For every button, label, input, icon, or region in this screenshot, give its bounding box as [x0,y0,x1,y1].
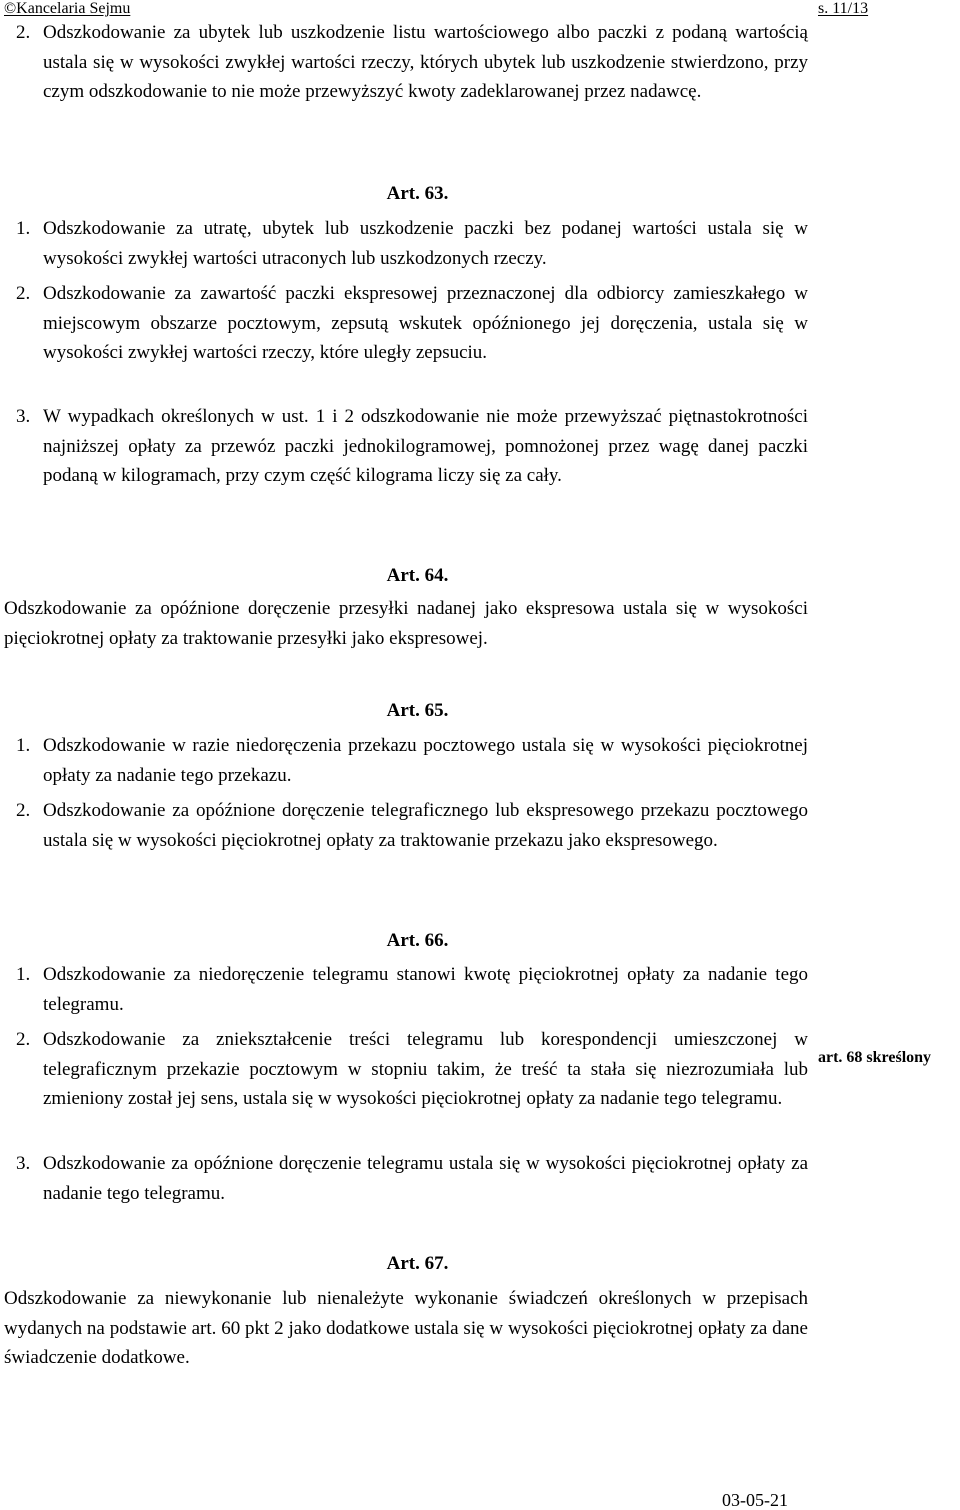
side-note-art68: art. 68 skreślony [818,1049,932,1066]
header-page-number[interactable]: s. 11/13 [818,0,869,17]
art65-para-1 [16,731,808,790]
art62-para-2 [16,18,808,107]
para-text: Odszkodowanie za opóźnione doręczenie telegraficznego lub ekspresowego przekazu pocztowego ustala się w wysokości pięciokrotnej opłaty za traktowanie przekazu jako ekspresowego. [43,800,808,851]
para-text: Odszkodowanie za zawartość paczki ekspresowej przeznaczonej dla odbiorcy zamieszkałego w miejscowym obszarze pocztowym, zepsutą wskutek opóźnionego jej doręczenia, ustala się w wysokości zwykłej wartości rzeczy, które uległy zepsuciu. [43,283,808,363]
para-text: W wypadkach określonych w ust. 1 i 2 odszkodowanie nie może przewyższać piętnastokrotności najniższej opłaty za przewóz paczki jednokilogramowej, pomnożonej przez wagę danej paczki podaną w kilogramach, przy czym część kilograma liczy się za cały. [43,406,808,486]
article-heading-64: Art. 64. [386,565,449,586]
article-heading-66: Art. 66. [386,930,449,951]
para-number: 3. [16,406,31,427]
art66-para-2 [16,1025,808,1114]
para-number: 2. [16,1029,31,1050]
art66-para-3 [16,1149,808,1208]
para-number: 1. [16,964,31,985]
art66-para-1 [16,960,808,1019]
article-heading-63: Art. 63. [386,183,449,204]
para-text: Odszkodowanie za ubytek lub uszkodzenie listu wartościowego albo paczki z podaną wartością ustala się w wysokości zwykłej wartości rzeczy, których ubytek lub uszkodzenie stwierdzono, przy czym odszkodowanie to nie może przewyższyć kwoty zadeklarowanej przez nadawcę. [43,22,808,102]
footer-date: 03-05-21 [722,1490,788,1510]
para-text: Odszkodowanie za niedoręczenie telegramu stanowi kwotę pięciokrotnej opłaty za nadanie tego telegramu. [43,964,808,1015]
para-number: 3. [16,1153,31,1174]
para-text: Odszkodowanie za zniekształcenie treści telegramu lub korespondencji umieszczonej w telegraficznym przekazie pocztowym w stopniu takim, że treść ta stała się niezrozumiała lub zmieniony został jej sens, ustala się w wysokości pięciokrotnej opłaty za nadanie tego telegramu. [43,1029,808,1109]
art63-para-1 [16,214,808,273]
article-heading-65: Art. 65. [386,700,449,721]
para-text: Odszkodowanie za utratę, ubytek lub uszkodzenie paczki bez podanej wartości ustala się w wysokości zwykłej wartości utraconych lub uszkodzonych rzeczy. [43,218,808,269]
art65-para-2 [16,796,808,855]
para-number: 2. [16,800,31,821]
article-heading-67: Art. 67. [386,1253,449,1274]
para-text: Odszkodowanie za opóźnione doręczenie telegramu ustala się w wysokości pięciokrotnej opłaty za nadanie tego telegramu. [43,1153,808,1204]
art67-text: Odszkodowanie za niewykonanie lub nienależyte wykonanie świadczeń określonych w przepisach wydanych na podstawie art. 60 pkt 2 jako dodatkowe ustala się w wysokości pięciokrotnej opłaty za dane świadczenie dodatkowe. [4,1288,808,1368]
art63-para-2 [16,279,808,368]
art64-text: Odszkodowanie za opóźnione doręczenie przesyłki nadanej jako ekspresowa ustala się w wysokości pięciokrotnej opłaty za traktowanie przesyłki jako ekspresowej. [4,598,808,649]
para-number: 1. [16,218,31,239]
para-number: 1. [16,735,31,756]
para-number: 2. [16,283,31,304]
para-text: Odszkodowanie w razie niedoręczenia przekazu pocztowego ustala się w wysokości pięciokrotnej opłaty za nadanie tego przekazu. [43,735,808,786]
para-number: 2. [16,22,31,43]
header-source-link[interactable]: ©Kancelaria Sejmu [4,0,131,17]
art63-para-3 [16,402,808,491]
